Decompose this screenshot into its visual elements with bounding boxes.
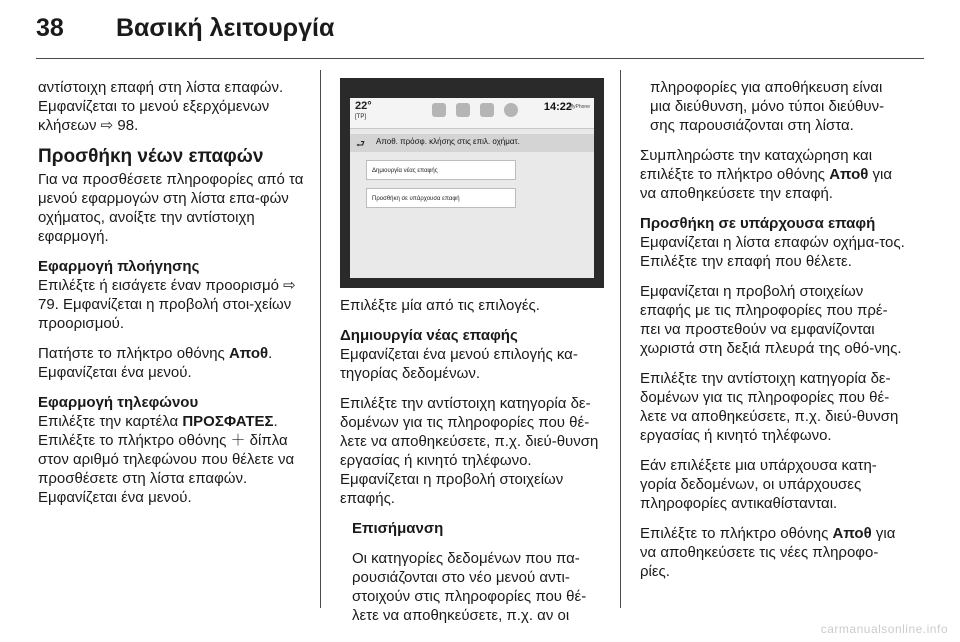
apps-icon [504,103,518,117]
paragraph: Επιλέξτε την αντίστοιχη κατηγορία δε-δομένων για τις πληροφορίες που θέ-λετε να αποθηκεύσετε, π.χ. διεύ-θυνση εργασίας ή κινητό τηλέφωνο. Εμφανίζεται η προβολή στοιχείων επαφής. [340,395,599,507]
paragraph: Επιλέξτε μία από τις επιλογές. [340,297,540,314]
subheading-phone-app: Εφαρμογή τηλεφώνου [38,394,199,411]
softkey-save-label: Αποθ [829,166,869,183]
softkey-save-label: Αποθ [228,345,269,362]
recent-tab-label: ΠΡΟΣΦΑΤΕΣ [182,413,274,430]
phone-name: MyPhone [568,104,590,110]
menu-item-add-to-existing[interactable]: Προσθήκη σε υπάρχουσα επαφή [366,188,516,208]
paragraph: Εμφανίζεται ένα μενού επιλογής κα-τηγορίας δεδομένων. [340,346,578,382]
paragraph: Πατήστε το πλήκτρο οθόνης Αποθ. Εμφανίζεται ένα μενού. [38,345,273,381]
paragraph: Επιλέξτε την αντίστοιχη κατηγορία δε-δομένων για τις πληροφορίες που θέ-λετε να αποθηκεύσετε, π.χ. διεύ-θυνση εργασίας ή κινητό τηλέφωνο. [640,370,899,444]
paragraph: Συμπληρώστε την καταχώρηση και επιλέξτε το πλήκτρο οθόνης Αποθ για να αποθηκεύσετε την επαφή. [640,147,893,202]
paragraph: Επιλέξτε την καρτέλα ΠΡΟΣΦΑΤΕΣ. Επιλέξτε το πλήκτρο οθόνης ＋ δίπλα στον αριθμό τηλεφώνου που θέλετε να προσθέσετε στη λίστα επαφών. Εμφανίζεται ένα μενού. [38,413,295,506]
paragraph: Για να προσθέσετε πληροφορίες από τα μενού εφαρμογών στη λίστα επα-φών οχήματος, ανοίξτε την αντίστοιχη εφαρμογή. [38,171,304,245]
navigation-icon [432,103,446,117]
page-title: Βασική λειτουργία [116,14,335,42]
paragraph: αντίστοιχη επαφή στη λίστα επαφών. Εμφανίζεται το μενού εξερχόμενων κλήσεων ⇨ 98. [38,79,284,134]
column-2 [340,296,605,636]
subheading-navigation-app: Εφαρμογή πλοήγησης [38,258,200,275]
subheading-add-to-existing: Προσθήκη σε υπάρχουσα επαφή [640,215,876,232]
page-header [0,0,960,62]
paragraph: Επιλέξτε ή εισάγετε έναν προορισμό ⇨ 79. Εμφανίζεται η προβολή στοι-χείων προορισμού. [38,277,296,332]
watermark: carmanualsonline.info [820,622,948,636]
screen-title-bar [350,134,594,152]
softkey-save-label: Αποθ [832,525,872,542]
note-box [340,519,605,625]
note-title: Επισήμανση [352,520,444,537]
paragraph: Εάν επιλέξετε μια υπάρχουσα κατη-γορία δεδομένων, οι υπάρχουσες πληροφορίες αντικαθίστανται. [640,457,877,512]
column-divider-2 [620,70,621,608]
screen-title: Αποθ. πρόσφ. κλήσης στις επιλ. οχήματ. [376,137,520,146]
subheading-create-new-contact: Δημιουργία νέας επαφής [340,327,518,344]
clock: 14:22 [543,101,572,113]
column-1 [38,78,313,518]
paragraph: Εμφανίζεται η προβολή στοιχείων επαφής με τις πληροφορίες που πρέ-πει να προστεθούν να εμφανίζονται χωριστά στη δεξιά πλευρά της οθό-νης. [640,283,902,357]
menu-item-new-contact[interactable]: Δημιουργία νέας επαφής [366,160,516,180]
note-text: Οι κατηγορίες δεδομένων που πα-ρουσιάζονται στο νέο μενού αντι-στοιχούν στις πληροφορίες που θέ-λετε να αποθηκεύσετε, π.χ. αν οι [352,550,587,624]
header-divider [36,58,924,59]
screen-display [350,98,594,278]
section-heading-add-contacts: Προσθήκη νέων επαφών [38,146,264,167]
note-continuation: πληροφορίες για αποθήκευση είναι μια διεύθυνση, μόνο τύποι διεύθυν-σης παρουσιάζονται στη λίστα. [650,79,885,134]
paragraph: Επιλέξτε το πλήκτρο οθόνης Αποθ για να αποθηκεύσετε τις νέες πληροφο-ρίες. [640,525,896,580]
column-3 [640,78,905,592]
media-icon [456,103,470,117]
paragraph: Εμφανίζεται η λίστα επαφών οχήμα-τος. Επιλέξτε την επαφή που θέλετε. [640,234,905,270]
status-bar [350,98,594,129]
infotainment-screenshot [340,78,604,288]
tp-indicator: [TP] [355,114,367,120]
temperature: 22° [355,100,372,112]
back-icon[interactable]: ⮐ [356,139,365,150]
column-divider-1 [320,70,321,608]
phone-icon [480,103,494,117]
page-number: 38 [36,14,64,42]
